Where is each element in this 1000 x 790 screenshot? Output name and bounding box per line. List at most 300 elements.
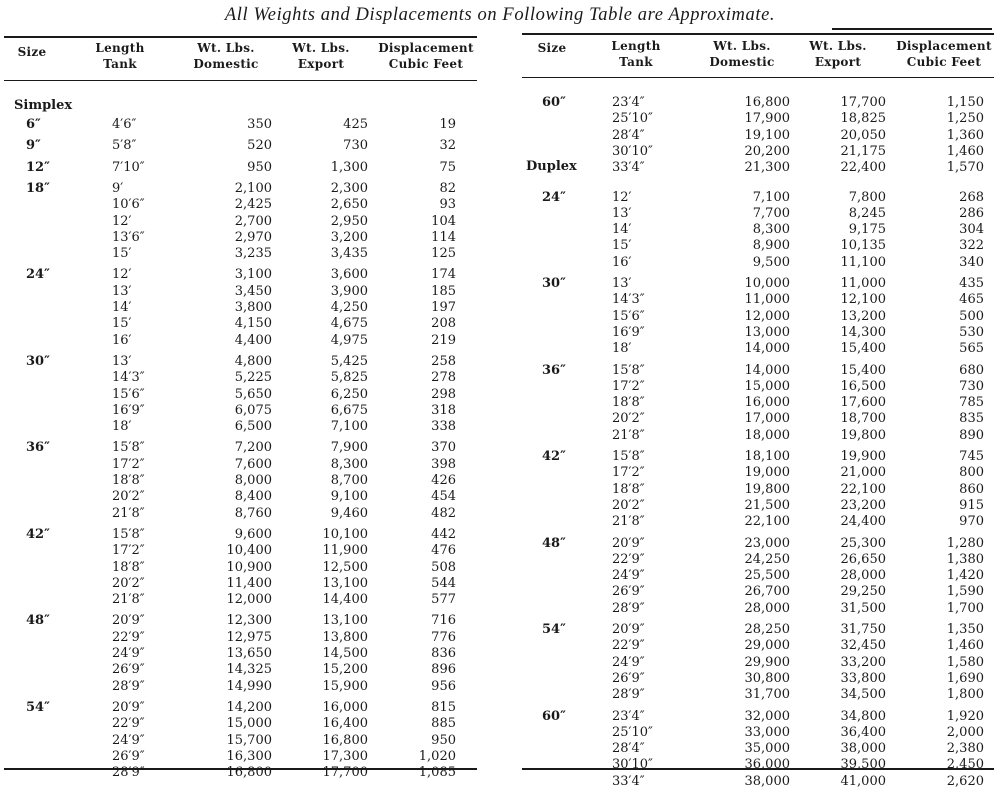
length-cell: 21′8″ [112,505,145,521]
displacement-cell: 268 [959,189,984,205]
export-weight-cell: 22,100 [840,481,886,497]
length-cell: 22′9″ [612,551,645,567]
domestic-weight-cell: 8,000 [234,473,272,488]
displacement-cell: 197 [431,300,456,315]
header-size: Size [537,41,567,55]
displacement-cell: 32 [439,138,456,154]
export-weight-cell: 4,250 [330,300,368,315]
displacement-cell: 125 [431,246,456,262]
export-weight-cell: 425 [343,117,368,132]
displacement-cell: 174 [431,267,456,283]
displacement-cell: 435 [959,276,984,291]
export-weight-cell: 3,435 [330,246,368,262]
length-cell: 17′2″ [112,543,145,559]
domestic-weight-cell: 10,900 [226,559,272,575]
displacement-cell: 476 [431,543,456,559]
table-row [518,95,998,111]
length-cell: 12′ [612,189,632,205]
length-cell: 28′9″ [112,678,145,694]
domestic-weight-cell: 3,235 [234,246,272,262]
length-cell: 12′ [112,213,132,229]
table-row [518,411,998,427]
length-cell: 24′9″ [112,646,145,661]
domestic-weight-cell: 7,700 [752,205,790,221]
domestic-weight-cell: 38,000 [744,773,790,789]
table-row [518,309,998,325]
table-row [0,370,480,386]
table-row [518,144,998,160]
table-row [0,419,480,435]
export-weight-cell: 4,675 [330,316,368,332]
length-cell: 18′8″ [612,395,645,411]
domestic-weight-cell: 15,700 [226,732,272,748]
export-weight-cell: 730 [343,138,368,154]
export-weight-cell: 9,460 [330,505,368,521]
table-row [0,138,480,154]
domestic-weight-cell: 19,800 [744,481,790,497]
export-weight-cell: 14,500 [322,646,368,661]
length-cell: 15′8″ [112,526,145,542]
table-row [0,592,480,608]
table-row [0,576,480,592]
header-displacement: Displacement Cubic Feet [378,41,474,71]
export-weight-cell: 22,400 [840,160,886,176]
displacement-cell: 2,380 [946,741,984,757]
domestic-weight-cell: 9,600 [234,526,272,542]
table-row [518,428,998,444]
displacement-cell: 956 [431,678,456,694]
displacement-cell: 776 [431,629,456,645]
table-row [518,741,998,757]
displacement-cell: 1,020 [418,748,456,764]
left-table [0,0,480,783]
displacement-cell: 278 [431,370,456,386]
table-row [518,449,998,465]
domestic-weight-cell: 16,000 [744,395,790,411]
table-row [518,465,998,481]
table-row [0,181,480,197]
size-cell: 12″ [26,159,50,175]
length-cell: 18′ [112,419,132,435]
export-weight-cell: 20,050 [840,127,886,143]
length-cell: 21′8″ [612,427,645,443]
table-row [0,749,480,765]
export-weight-cell: 2,300 [330,180,368,196]
export-weight-cell: 10,135 [840,238,886,254]
domestic-weight-cell: 22,100 [744,514,790,530]
length-cell: 13′ [612,205,632,221]
export-weight-cell: 10,100 [322,526,368,542]
displacement-cell: 1,420 [946,568,984,584]
table-row [518,238,998,254]
length-cell: 14′3″ [112,370,145,386]
export-weight-cell: 36,400 [840,724,886,740]
displacement-cell: 815 [431,699,456,715]
table-row [518,160,998,176]
export-weight-cell: 7,800 [848,189,886,205]
displacement-cell: 304 [959,222,984,238]
export-weight-cell: 13,800 [322,629,368,645]
domestic-weight-cell: 14,200 [226,699,272,715]
export-weight-cell: 19,900 [840,449,886,464]
length-cell: 13′ [112,283,132,299]
length-cell: 17′2″ [112,456,145,472]
export-weight-cell: 8,700 [330,473,368,488]
domestic-weight-cell: 25,500 [744,568,790,584]
domestic-weight-cell: 33,000 [744,724,790,740]
header-length-tank: Length Tank [611,39,661,69]
displacement-cell: 322 [959,238,984,254]
displacement-cell: 482 [431,505,456,521]
length-cell: 26′9″ [112,748,145,764]
export-weight-cell: 11,000 [840,276,886,291]
export-weight-cell: 8,245 [848,205,886,221]
domestic-weight-cell: 14,325 [226,662,272,678]
domestic-weight-cell: 15,000 [744,378,790,394]
length-cell: 18′8″ [112,473,145,488]
export-weight-cell: 16,400 [322,716,368,732]
domestic-weight-cell: 24,250 [744,551,790,567]
export-weight-cell: 29,250 [840,584,886,600]
length-cell: 25′10″ [612,724,653,740]
displacement-cell: 93 [439,197,456,213]
domestic-weight-cell: 21,500 [744,497,790,513]
size-cell: 24″ [542,189,566,205]
domestic-weight-cell: 350 [247,117,272,132]
header-length-tank: Length Tank [95,41,145,71]
table-row [518,363,998,379]
domestic-weight-cell: 29,000 [744,638,790,654]
domestic-weight-cell: 19,000 [744,465,790,481]
displacement-cell: 730 [959,378,984,394]
table-row [518,514,998,530]
length-cell: 20′9″ [112,699,145,715]
size-cell: 48″ [542,535,566,551]
displacement-cell: 185 [431,283,456,299]
length-cell: 28′9″ [612,600,645,616]
length-cell: 13′ [112,353,132,369]
displacement-cell: 890 [959,427,984,443]
length-cell: 14′ [112,300,132,315]
length-cell: 15′ [112,316,132,332]
domestic-weight-cell: 12,975 [226,629,272,645]
length-cell: 15′8″ [612,362,645,378]
export-weight-cell: 13,100 [322,613,368,629]
length-cell: 16′ [112,332,132,348]
domestic-weight-cell: 9,500 [752,254,790,270]
table-row [0,473,480,489]
length-cell: 23′4″ [612,708,645,724]
header-wt-export: Wt. Lbs. Export [292,41,350,71]
table-row [0,679,480,695]
domestic-weight-cell: 21,300 [744,160,790,176]
table-row [0,457,480,473]
group-label-simplex: Simplex [14,98,73,113]
table-row [518,601,998,617]
displacement-cell: 1,460 [946,143,984,159]
table-row [0,613,480,629]
export-weight-cell: 16,000 [322,699,368,715]
header-wt-domestic: Wt. Lbs. Domestic [193,41,259,71]
size-cell: 30″ [26,353,50,369]
domestic-weight-cell: 35,000 [744,741,790,757]
length-cell: 9′ [112,180,124,196]
displacement-cell: 680 [959,362,984,378]
displacement-cell: 219 [431,332,456,348]
table-row [518,341,998,357]
length-cell: 18′ [612,341,632,357]
domestic-weight-cell: 8,760 [234,505,272,521]
displacement-cell: 836 [431,646,456,661]
length-cell: 30′10″ [612,757,653,773]
length-cell: 17′2″ [612,465,645,481]
domestic-weight-cell: 5,225 [234,370,272,386]
header-wt-export: Wt. Lbs. Export [809,39,867,69]
domestic-weight-cell: 7,600 [234,456,272,472]
export-weight-cell: 16,800 [322,732,368,748]
displacement-cell: 465 [959,292,984,308]
length-cell: 15′8″ [112,440,145,456]
domestic-weight-cell: 2,970 [234,229,272,245]
table-row [518,276,998,292]
length-cell: 23′4″ [612,95,645,110]
export-weight-cell: 34,800 [840,708,886,724]
domestic-weight-cell: 12,300 [226,613,272,629]
export-weight-cell: 15,200 [322,662,368,678]
table-row [518,536,998,552]
length-cell: 16′9″ [112,402,145,418]
right-table [518,0,1000,789]
domestic-weight-cell: 4,150 [234,316,272,332]
length-cell: 5′8″ [112,138,137,154]
table-row [518,552,998,568]
domestic-weight-cell: 6,075 [234,402,272,418]
domestic-weight-cell: 10,000 [744,276,790,291]
length-cell: 22′9″ [112,629,145,645]
displacement-cell: 82 [439,180,456,196]
displacement-cell: 835 [959,411,984,427]
table-row [518,222,998,238]
displacement-cell: 1,460 [946,638,984,654]
export-weight-cell: 13,100 [322,575,368,591]
displacement-cell: 785 [959,395,984,411]
table-row [0,267,480,283]
size-cell: 42″ [26,526,50,542]
displacement-cell: 885 [431,716,456,732]
table-row [0,316,480,332]
export-weight-cell: 21,175 [840,143,886,159]
domestic-weight-cell: 2,700 [234,213,272,229]
table-row [518,671,998,687]
length-cell: 33′4″ [612,160,645,176]
domestic-weight-cell: 19,100 [744,127,790,143]
export-weight-cell: 11,900 [322,543,368,559]
size-cell: 54″ [542,622,566,637]
export-weight-cell: 12,500 [322,559,368,575]
domestic-weight-cell: 13,000 [744,324,790,340]
export-weight-cell: 2,650 [330,197,368,213]
displacement-cell: 530 [959,324,984,340]
displacement-cell: 1,590 [946,584,984,600]
length-cell: 15′6″ [112,386,145,402]
displacement-cell: 442 [431,526,456,542]
export-weight-cell: 39,500 [840,757,886,773]
group-label-duplex: Duplex [526,159,577,174]
length-cell: 14′3″ [612,292,645,308]
table-row [0,160,480,176]
domestic-weight-cell: 18,100 [744,449,790,464]
export-weight-cell: 8,300 [330,456,368,472]
length-cell: 28′9″ [612,687,645,703]
export-weight-cell: 33,200 [840,654,886,670]
domestic-weight-cell: 12,000 [744,308,790,324]
table-row [518,757,998,773]
displacement-cell: 114 [431,229,456,245]
displacement-cell: 1,380 [946,551,984,567]
length-cell: 20′9″ [612,622,645,637]
size-cell: 48″ [26,613,50,629]
table-row [0,527,480,543]
displacement-cell: 970 [959,514,984,530]
length-cell: 24′9″ [612,568,645,584]
displacement-cell: 1,085 [418,765,456,781]
table-row [0,284,480,300]
table-row [0,246,480,262]
domestic-weight-cell: 2,425 [234,197,272,213]
domestic-weight-cell: 20,200 [744,143,790,159]
length-cell: 15′ [612,238,632,254]
displacement-cell: 860 [959,481,984,497]
table-row [518,622,998,638]
length-cell: 24′9″ [612,654,645,670]
table-row [0,646,480,662]
export-weight-cell: 17,600 [840,395,886,411]
length-cell: 17′2″ [612,378,645,394]
length-cell: 15′8″ [612,449,645,464]
domestic-weight-cell: 3,100 [234,267,272,283]
table-row [0,716,480,732]
domestic-weight-cell: 26,700 [744,584,790,600]
export-weight-cell: 31,750 [840,622,886,637]
displacement-cell: 508 [431,559,456,575]
export-weight-cell: 11,100 [840,254,886,270]
displacement-cell: 1,150 [946,95,984,110]
table-row [0,733,480,749]
export-weight-cell: 4,975 [330,332,368,348]
export-weight-cell: 1,300 [330,159,368,175]
length-cell: 25′10″ [612,111,653,127]
table-row [518,379,998,395]
export-weight-cell: 5,825 [330,370,368,386]
domestic-weight-cell: 5,650 [234,386,272,402]
domestic-weight-cell: 36,000 [744,757,790,773]
length-cell: 7′10″ [112,159,145,175]
table-row [0,117,480,133]
export-weight-cell: 13,200 [840,308,886,324]
table-row [518,568,998,584]
displacement-cell: 500 [959,308,984,324]
domestic-weight-cell: 16,300 [226,748,272,764]
table-row [518,111,998,127]
table-row [0,230,480,246]
table-row [518,709,998,725]
table-row [0,560,480,576]
length-cell: 21′8″ [612,514,645,530]
domestic-weight-cell: 11,000 [744,292,790,308]
displacement-cell: 1,250 [946,111,984,127]
displacement-cell: 258 [431,353,456,369]
header-wt-domestic: Wt. Lbs. Domestic [709,39,775,69]
domestic-weight-cell: 7,100 [752,189,790,205]
displacement-cell: 338 [431,419,456,435]
size-cell: 36″ [542,362,566,378]
length-cell: 13′ [612,276,632,291]
export-weight-cell: 16,500 [840,378,886,394]
domestic-weight-cell: 10,400 [226,543,272,559]
length-cell: 15′6″ [612,308,645,324]
export-weight-cell: 31,500 [840,600,886,616]
table-row [0,387,480,403]
domestic-weight-cell: 30,800 [744,670,790,686]
table-row [0,354,480,370]
domestic-weight-cell: 6,500 [234,419,272,435]
export-weight-cell: 41,000 [840,773,886,789]
table-row [518,292,998,308]
table-row [0,700,480,716]
length-cell: 20′9″ [612,535,645,551]
table-row [518,638,998,654]
export-weight-cell: 3,600 [330,267,368,283]
table-row [518,584,998,600]
size-cell: 60″ [542,95,566,110]
export-weight-cell: 28,000 [840,568,886,584]
size-cell: 54″ [26,699,50,715]
length-cell: 22′9″ [112,716,145,732]
domestic-weight-cell: 28,000 [744,600,790,616]
table-row [518,482,998,498]
table-row [518,687,998,703]
export-weight-cell: 6,250 [330,386,368,402]
export-weight-cell: 7,900 [330,440,368,456]
domestic-weight-cell: 13,650 [226,646,272,661]
table-row [0,440,480,456]
export-weight-cell: 17,300 [322,748,368,764]
size-cell: 36″ [26,440,50,456]
displacement-cell: 398 [431,456,456,472]
export-weight-cell: 24,400 [840,514,886,530]
table-row [518,395,998,411]
domestic-weight-cell: 15,000 [226,716,272,732]
displacement-cell: 75 [439,159,456,175]
length-cell: 16′ [612,254,632,270]
length-cell: 18′8″ [612,481,645,497]
header-displacement: Displacement Cubic Feet [896,39,992,69]
export-weight-cell: 14,300 [840,324,886,340]
domestic-weight-cell: 7,200 [234,440,272,456]
length-cell: 20′2″ [612,411,645,427]
displacement-cell: 577 [431,592,456,608]
page-title: All Weights and Displacements on Following Table are Approximate. [224,5,776,25]
length-cell: 26′9″ [112,662,145,678]
export-weight-cell: 15,900 [322,678,368,694]
length-cell: 4′6″ [112,117,137,132]
domestic-weight-cell: 11,400 [226,575,272,591]
length-cell: 20′9″ [112,613,145,629]
length-cell: 10′6″ [112,197,145,213]
export-weight-cell: 34,500 [840,687,886,703]
domestic-weight-cell: 17,000 [744,411,790,427]
length-cell: 28′4″ [612,741,645,757]
